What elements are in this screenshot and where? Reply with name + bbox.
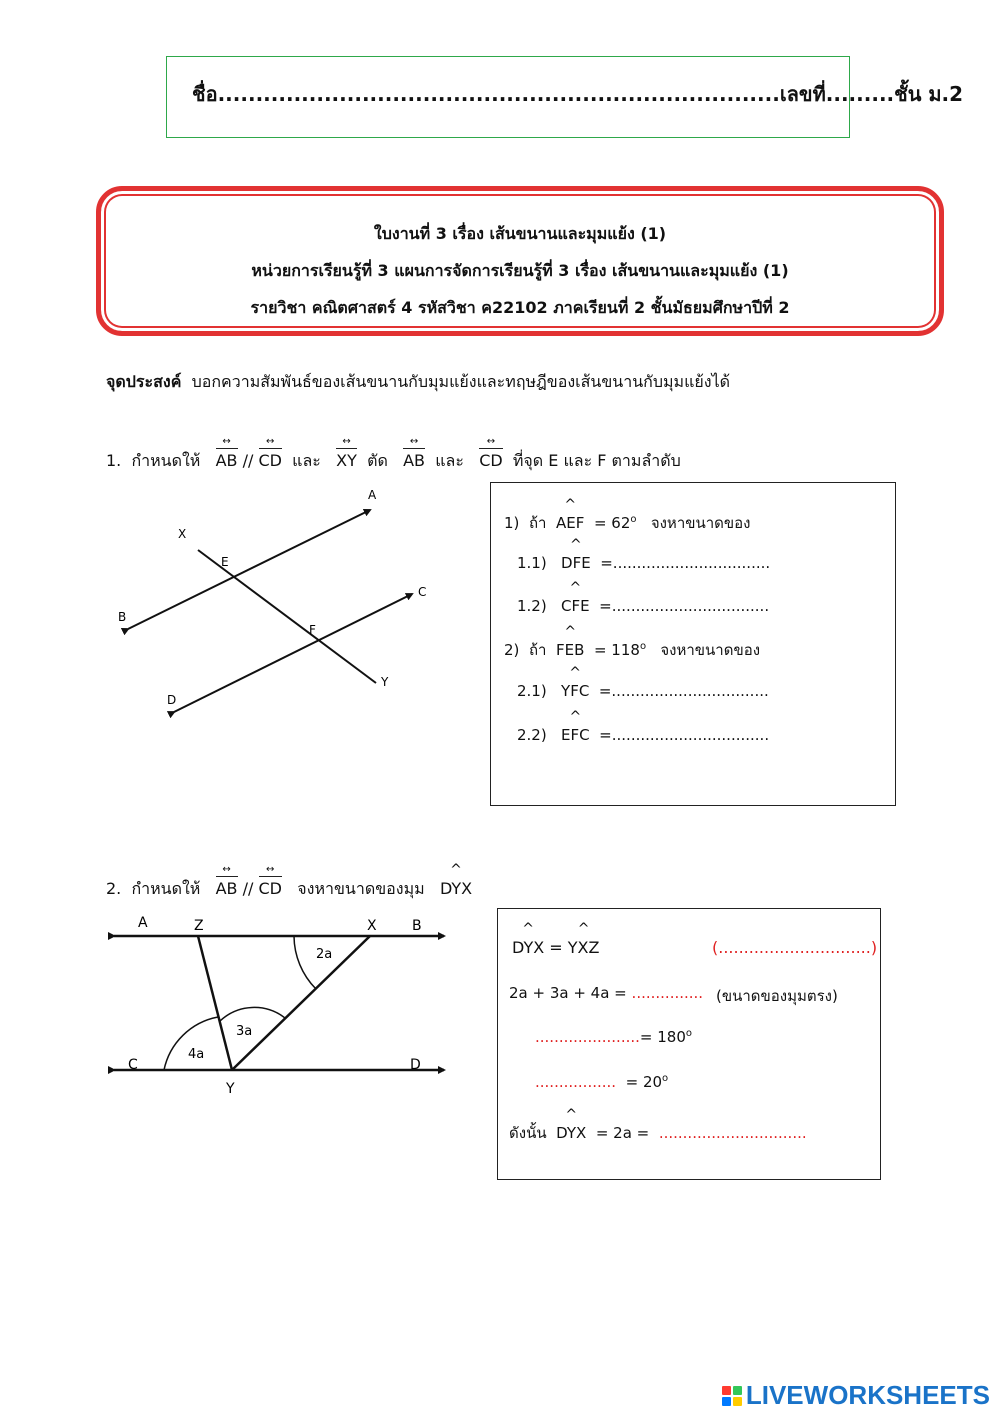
q1-part1-1-angle: ^ DFE (561, 554, 591, 572)
title-line-3: รายวิชา คณิตศาสตร์ 4 รหัสวิชา ค22102 ภาคเรียนที่ 2 ชั้นมัธยมศึกษาปีที่ 2 (250, 298, 790, 317)
q2-parallel: // (242, 879, 254, 898)
q1-part1-1-num: 1.1) (517, 554, 547, 572)
q1-point-a: A (368, 488, 377, 502)
q1-part2-angle: ^ FEB (556, 641, 584, 659)
q1-point-x: X (178, 527, 187, 541)
q1-line-ab-drawn (128, 510, 370, 629)
q2-point-d: D (410, 1057, 421, 1073)
q2-point-y: Y (226, 1081, 235, 1097)
q1-line-ab-2: AB ↔ (403, 451, 425, 470)
q2-line-ab: AB ↔ (216, 879, 238, 898)
q2-arc-2a (294, 936, 316, 989)
q1-point-y: Y (381, 675, 389, 689)
q2-diagram (100, 906, 460, 1106)
q1-part2-2-answer[interactable]: =................................. (599, 726, 770, 744)
q1-part1-num: 1) (504, 514, 520, 532)
q2-line4: ................. = $20^o$ (535, 1073, 669, 1091)
q1-part1-2 (517, 597, 769, 615)
q2-line5-angle: ^ DYX (556, 1124, 586, 1142)
q1-given: กำหนดให้ (131, 451, 201, 470)
q2-arc-3a (220, 1007, 285, 1021)
q1-line-cd-drawn (174, 594, 412, 712)
q1-point-e: E (221, 555, 229, 569)
q1-part2-2-angle: ^ EFC (561, 726, 590, 744)
q1-part1-1-answer[interactable]: =................................. (600, 554, 771, 572)
q1-part2-if: ถ้า (528, 641, 547, 659)
q1-part1-value: = 62 (593, 514, 631, 532)
q2-line5-answer[interactable]: ............................... (658, 1124, 807, 1142)
q1-rest: ที่จุด E และ F ตามลำดับ (512, 451, 681, 470)
q2-line2-answer[interactable]: ............... (631, 984, 704, 1002)
q1-part2-1-answer[interactable]: =................................. (598, 682, 769, 700)
q1-and-1: และ (292, 451, 321, 470)
title-line-2: หน่วยการเรียนรู้ที่ 3 แผนการจัดการเรียนรู้ที่ 3 เรื่อง เส้นขนานและมุมแย้ง (1) (251, 261, 789, 280)
name-line[interactable]: ชื่อ..........................................................................เลขที่.........ชั้น ม.2 (192, 82, 964, 106)
q2-given: กำหนดให้ (131, 879, 201, 898)
q2-number: 2. (106, 879, 122, 898)
q1-part1-if: ถ้า (528, 514, 547, 532)
q1-part2-find: จงหาขนาดของ (660, 641, 761, 659)
title-line-1: ใบงานที่ 3 เรื่อง เส้นขนานและมุมแย้ง (1) (373, 224, 667, 243)
q1-part2-2-num: 2.2) (517, 726, 547, 744)
q1-line-cd: CD ↔ (259, 451, 283, 470)
q2-statement (106, 877, 472, 902)
q2-line1 (512, 938, 599, 957)
q2-line1-left: ^ DYX (512, 938, 544, 957)
q1-part2: 2) ถ้า ^ FEB = $118^o$ จงหาขนาดของ (504, 638, 760, 662)
q1-diagram (100, 480, 450, 720)
q1-part2-2 (517, 726, 769, 744)
logo-text: LIVEWORKSHEETS (745, 1380, 990, 1410)
q2-point-b: B (412, 918, 422, 934)
q2-line3-answer[interactable]: ...................... (535, 1028, 640, 1046)
q1-statement (106, 449, 681, 474)
liveworksheets-logo[interactable] (722, 1380, 990, 1411)
q1-number: 1. (106, 451, 122, 470)
q1-part1-find: จงหาขนาดของ (650, 514, 751, 532)
q1-point-c: C (418, 585, 427, 599)
logo-icon (722, 1386, 742, 1406)
q1-parallel: // (242, 451, 254, 470)
q2-line1-eq: = (549, 938, 563, 957)
q2-line3: ......................= $180^o$ (535, 1028, 692, 1046)
q2-angle: ^ DYX (440, 879, 472, 898)
objective-label: จุดประสงค์ (106, 372, 182, 391)
q2-line2-expr: 2a + 3a + 4a = (509, 984, 627, 1002)
q1-and-2: และ (435, 451, 464, 470)
q1-point-b: B (118, 610, 127, 624)
q2-angle-3a: 3a (236, 1024, 253, 1039)
q2-angle-4a: 4a (188, 1047, 205, 1062)
q2-point-a: A (138, 915, 148, 931)
q2-line2-reason: (ขนาดของมุมตรง) (716, 987, 838, 1005)
q1-part1-2-answer[interactable]: =................................. (599, 597, 770, 615)
q2-line1-reason[interactable]: (..............................) (712, 938, 878, 957)
q2-angle-2a: 2a (316, 947, 333, 962)
q2-line5-prefix: ดังนั้น (509, 1124, 547, 1142)
q2-line3-rest: = 180 (639, 1028, 686, 1046)
q2-point-z: Z (194, 918, 204, 934)
q2-line5 (509, 1121, 807, 1145)
q1-line-cd-2: CD ↔ (479, 451, 503, 470)
q1-part1-angle: ^ AEF (556, 514, 584, 532)
q2-arc-4a (164, 1017, 218, 1070)
q1-point-d: D (167, 693, 177, 707)
q2-line2 (509, 984, 703, 1002)
q1-part2-1-angle: ^ YFC (561, 682, 589, 700)
q1-line-ab: AB ↔ (216, 451, 238, 470)
objective-text: บอกความสัมพันธ์ของเส้นขนานกับมุมแย้งและทฤษฎีของเส้นขนานกับมุมแย้งได้ (191, 372, 730, 391)
q1-part1: 1) ถ้า ^ AEF = $62^o$ จงหาขนาดของ (504, 511, 751, 535)
q1-part2-num: 2) (504, 641, 520, 659)
q1-cut: ตัด (367, 451, 388, 470)
q2-find: จงหาขนาดของมุม (297, 879, 425, 898)
q2-point-x: X (367, 918, 377, 934)
q2-line5-rest: = 2a = (595, 1124, 650, 1142)
q1-part2-1 (517, 682, 769, 700)
q1-part2-1-num: 2.1) (517, 682, 547, 700)
q1-part2-value: = 118 (593, 641, 640, 659)
objective (106, 370, 730, 395)
q2-line1-right: ^ YXZ (568, 938, 600, 957)
q1-line-xy: XY ↔ (336, 451, 357, 470)
q1-line-xy-drawn (198, 550, 376, 683)
q1-part1-2-angle: ^ CFE (561, 597, 590, 615)
q2-line-cd: CD ↔ (259, 879, 283, 898)
q1-part1-2-num: 1.2) (517, 597, 547, 615)
q2-line4-rest: = 20 (625, 1073, 663, 1091)
q1-point-f: F (309, 623, 316, 637)
q2-segment-xy (232, 936, 370, 1070)
q1-part1-1 (517, 554, 770, 572)
q2-point-c: C (128, 1057, 138, 1073)
q2-line4-answer[interactable]: ................. (535, 1073, 617, 1091)
